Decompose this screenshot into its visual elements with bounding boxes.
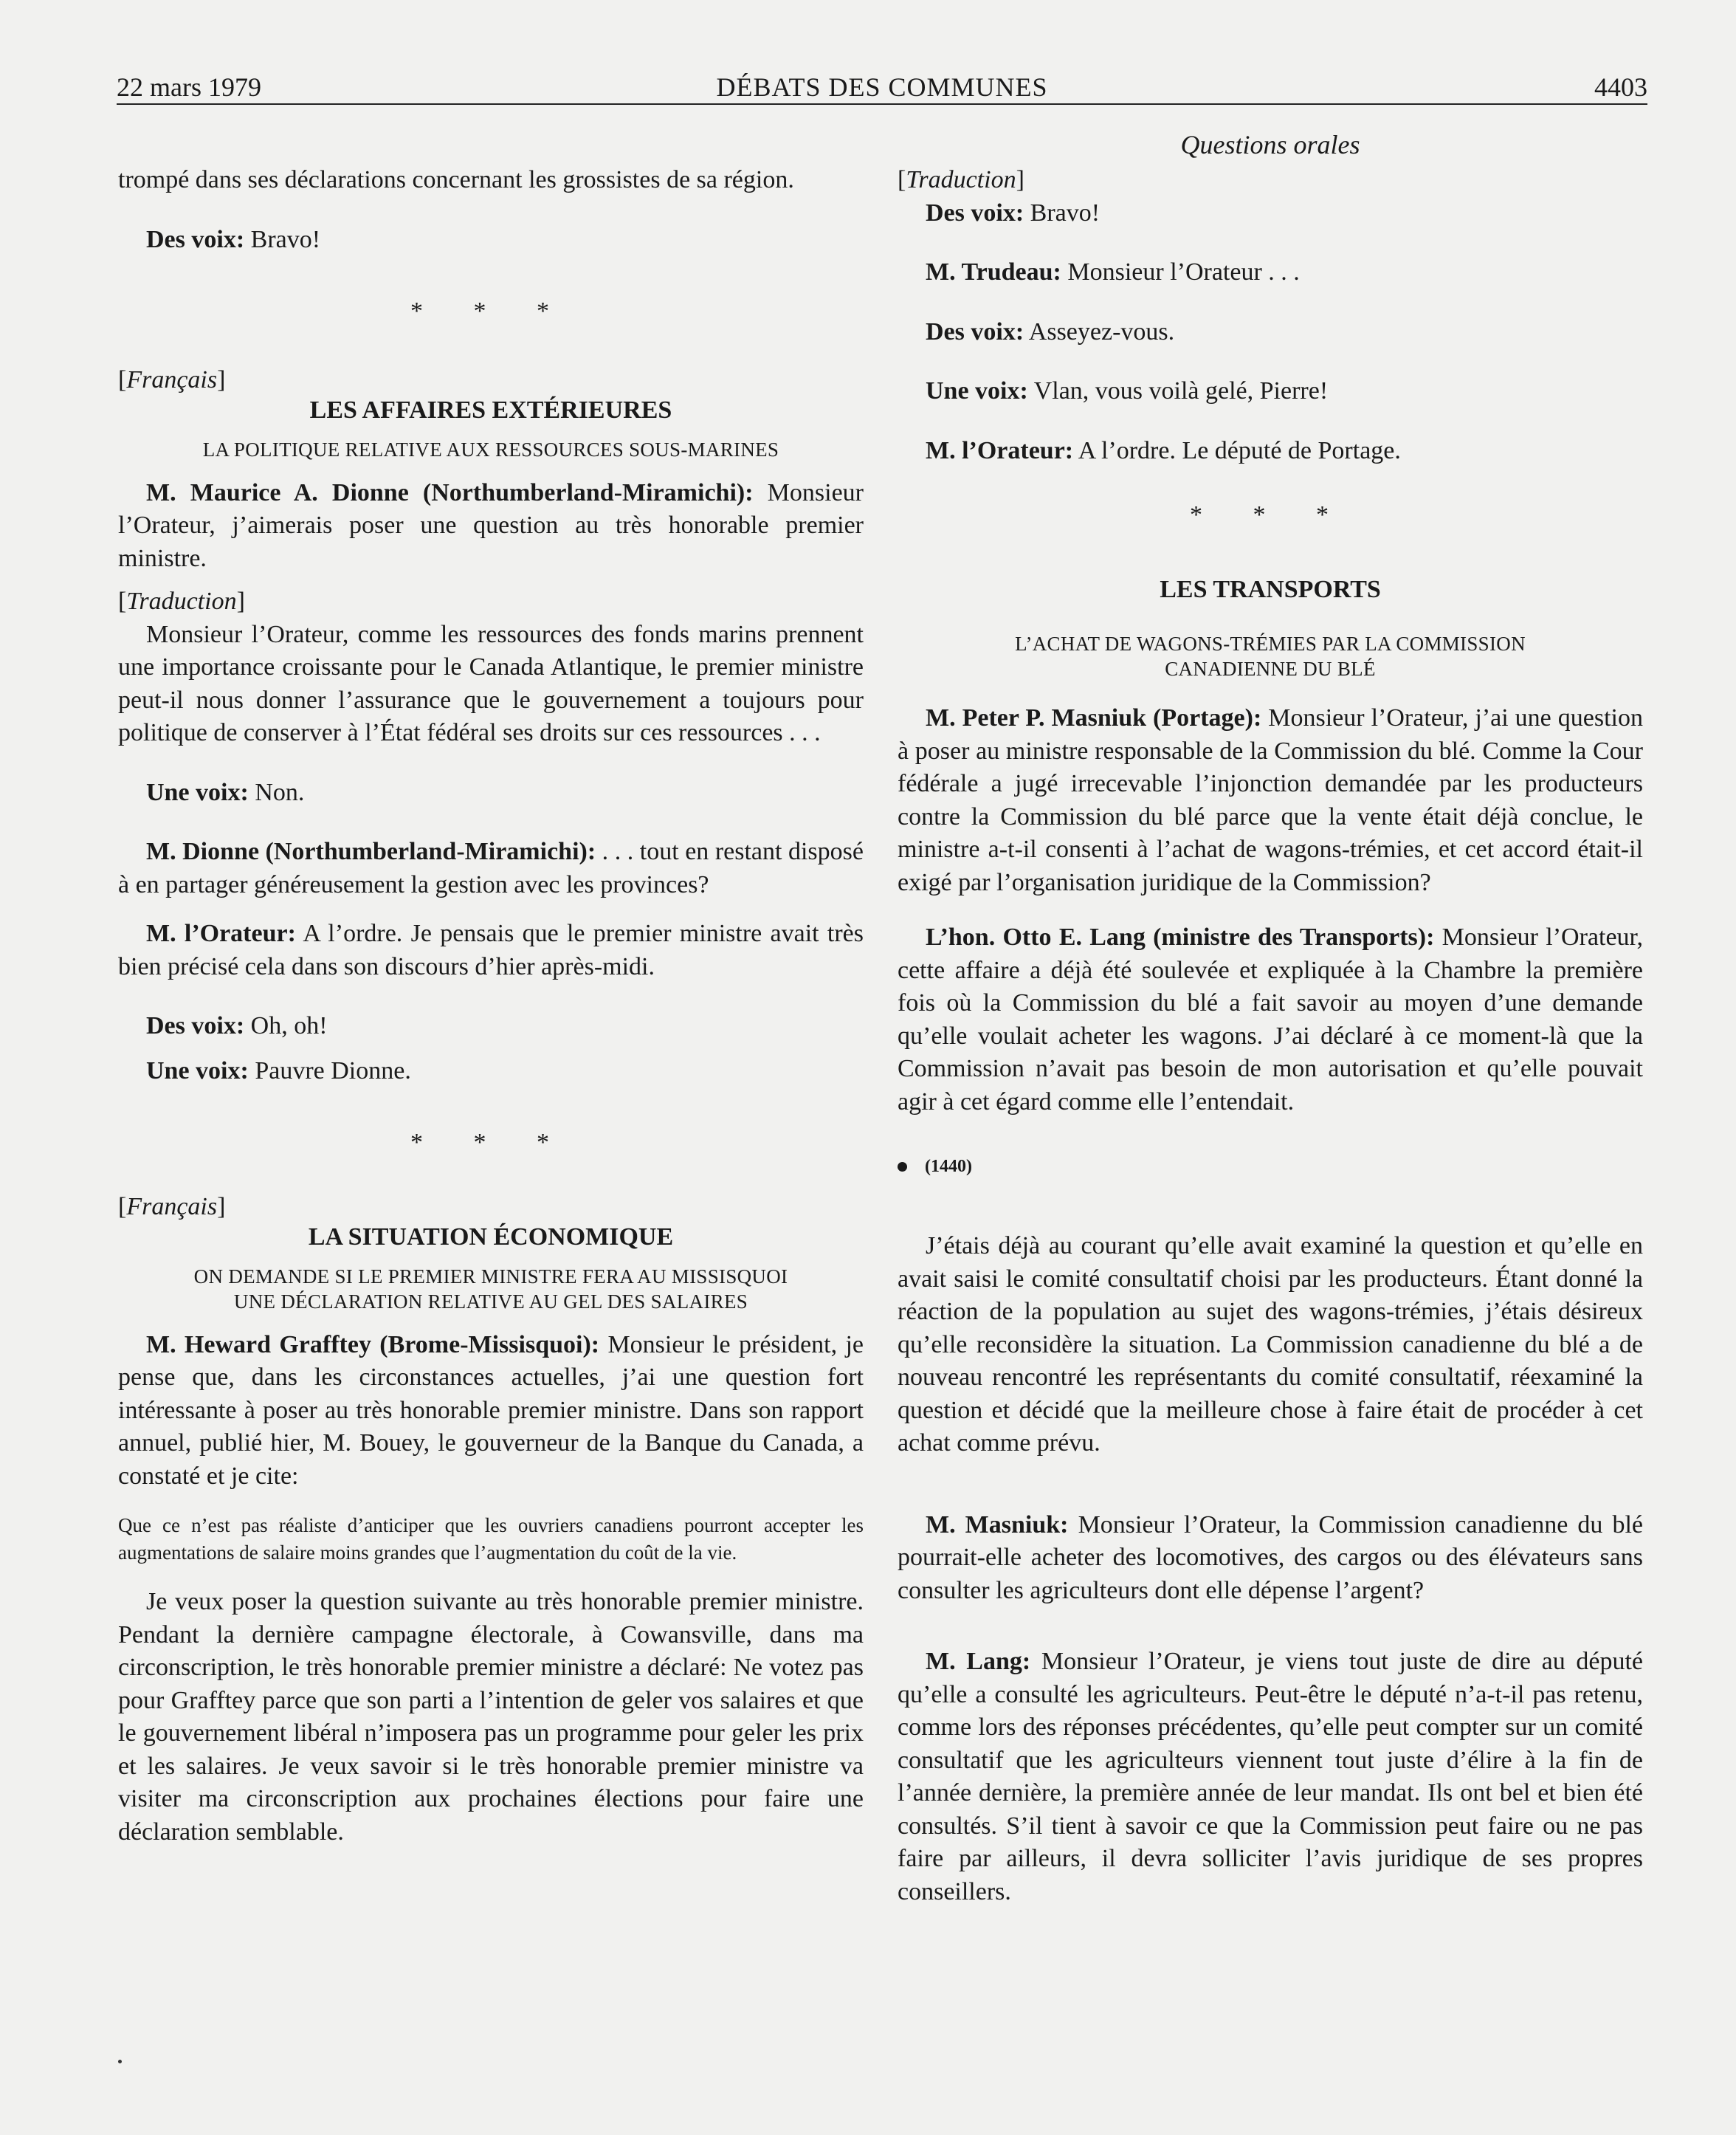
section-subheading: [898, 631, 1643, 681]
subheading-line: UNE DÉCLARATION RELATIVE AU GEL DES SALAIRES: [233, 1290, 748, 1313]
speaker: M. Maurice A. Dionne (Northumberland-Miramichi):: [146, 478, 754, 506]
language-note: [Français]: [118, 1193, 226, 1220]
section-caption: Questions orales: [1180, 130, 1360, 159]
section-separator: * * *: [1190, 501, 1351, 529]
speech: [898, 702, 1643, 899]
speech-text: Oh, oh!: [244, 1012, 328, 1039]
speaker: M. Heward Grafftey (Brome-Missisquoi):: [146, 1330, 600, 1358]
speech: [898, 1509, 1643, 1608]
header-date: 22 mars 1979: [117, 72, 261, 102]
speech: [118, 224, 864, 257]
margin-dot: [118, 2060, 122, 2063]
speech: [118, 477, 864, 576]
time-marker: [898, 1157, 1643, 1177]
header-page-number: 4403: [1594, 72, 1647, 102]
language-label: Traduction: [906, 166, 1016, 193]
speaker: Des voix:: [926, 317, 1024, 345]
paragraph: J’étais déjà au courant qu’elle avait examiné la question et qu’elle en avait saisi le comité consultatif choisi par les producteurs. Étant donné la réaction de la population au sujet des wagons-trémies, j’étais désireux qu’elle reconsidère la situation. La Commission canadienne du blé a de nouveau rencontré les représentants du comité consultatif, réexaminé la question et décidé que la meilleure chose à faire était de procéder à cet achat comme prévu.: [898, 1232, 1643, 1457]
language-note: [Français]: [118, 366, 226, 393]
language-label: Traduction: [126, 588, 237, 615]
language-note: [Traduction]: [898, 166, 1024, 193]
speech: [898, 316, 1643, 349]
speaker: Des voix:: [926, 199, 1024, 227]
speech: [118, 1010, 864, 1043]
speech-text: Non.: [248, 778, 305, 806]
speech-text: A l’ordre. Je pensais que le premier ministre avait très bien précisé cela dans son discours d’hier après-midi.: [118, 920, 864, 980]
speech-text: Monsieur l’Orateur, cette affaire a déjà été soulevée et expliquée à la Chambre la première fois où la Commission du blé a fait savoir au moyen d’une demande qu’elle voulait acheter les wagons. J’ai déclaré à ce moment-là que la Commission n’avait pas besoin de mon autorisation et qu’elle pouvait agir à cet égard comme elle l’entendait.: [898, 924, 1643, 1115]
block-quote: Que ce n’est pas réaliste d’anticiper que les ouvriers canadiens pourront accepter les augmentations de salaire moins grandes que l’augmentation du coût de la vie.: [118, 1514, 864, 1564]
paragraph: Monsieur l’Orateur, comme les ressources des fonds marins prennent une importance croissante pour le Canada Atlantique, le premier ministre peut-il nous donner l’assurance que le gouvernement a toujours pour politique de conserver à l’État fédéral ses droits sur ces ressources . . .: [118, 620, 864, 746]
speaker: M. Masniuk:: [926, 1510, 1069, 1538]
subheading-line: CANADIENNE DU BLÉ: [1165, 658, 1376, 680]
speaker: M. l’Orateur:: [146, 920, 296, 947]
speaker: M. Dionne (Northumberland-Miramichi):: [146, 838, 596, 865]
speech-text: Monsieur le président, je pense que, dans les circonstances actuelles, j’ai une question fort intéressante à poser au très honorable premier ministre. Dans son rapport annuel, publié hier, M. Bouey, le gouverneur de la Banque du Canada, a constaté et je cite:: [118, 1330, 864, 1490]
running-head: [117, 69, 1647, 105]
speaker: Une voix:: [146, 778, 249, 806]
speech-text: Asseyez-vous.: [1024, 317, 1175, 345]
speech-text: Bravo!: [1024, 199, 1100, 227]
right-column: [898, 164, 1643, 1908]
speech: [898, 375, 1643, 408]
section-subheading: LA POLITIQUE RELATIVE AUX RESSOURCES SOUS-MARINES: [202, 438, 779, 461]
paragraph: Je veux poser la question suivante au très honorable premier ministre. Pendant la dernière campagne électorale, à Cowansville, dans ma circonscription, le très honorable premier ministre a déclaré: Ne votez pas pour Grafftey parce que son parti a l’intention de geler vos salaires et que le gouvernement libéral n’imposera pas un programme pour geler les prix et les salaires. Je veux savoir si le très honorable premier ministre va visiter ma circonscription aux prochaines élections pour faire une déclaration semblable.: [118, 1588, 864, 1846]
speech: [118, 1329, 864, 1493]
speech: [118, 777, 864, 810]
speech: [898, 435, 1643, 468]
language-note: [Traduction]: [118, 588, 245, 615]
language-label: Français: [126, 366, 218, 393]
speech: [118, 918, 864, 983]
speaker: Des voix:: [146, 1012, 245, 1039]
speech-text: Monsieur l’Orateur, j’aimerais poser une question au très honorable premier ministre.: [118, 478, 864, 572]
section-separator: * * *: [410, 298, 571, 325]
speech: [898, 197, 1643, 230]
speech-text: Monsieur l’Orateur, j’ai une question à poser au ministre responsable de la Commission du blé. Comme la Cour fédérale a jugé irrecevable l’injonction demandée par les producteurs contre la Commission du blé parce que la vente était déjà conclue, le ministre a-t-il consenti à l’achat de wagons-trémies, et cet accord était-il exigé par l’organisation juridique de la Commission?: [898, 704, 1643, 896]
speech: [898, 1646, 1643, 1908]
speaker: Une voix:: [146, 1056, 249, 1084]
speaker: M. Peter P. Masniuk (Portage):: [926, 704, 1262, 732]
subheading-line: ON DEMANDE SI LE PREMIER MINISTRE FERA AU MISSISQUOI: [193, 1265, 788, 1287]
section-heading: LES AFFAIRES EXTÉRIEURES: [309, 396, 672, 424]
speech: [898, 256, 1643, 289]
speech-text: Pauvre Dionne.: [248, 1056, 411, 1084]
speech: [118, 836, 864, 901]
speaker: M. l’Orateur:: [926, 436, 1074, 464]
speech-text: Monsieur l’Orateur, je viens tout juste de dire au député qu’elle a consulté les agriculteurs. Peut-être le député n’a-t-il pas retenu, comme lors des réponses précédentes, qu’elle peut compter sur un comité consultatif que les agriculteurs viennent tout juste d’élire à la fin de l’année dernière, la première année de leur mandat. Ils ont bel et bien été consultés. S’il tient à savoir ce que la Commission peut faire ou ne pas faire par ailleurs, il devra solliciter l’avis juridique de ses propres conseillers.: [898, 1648, 1643, 1905]
speech: [898, 921, 1643, 1118]
speaker: M. Trudeau:: [926, 258, 1061, 286]
speaker: Des voix:: [146, 225, 245, 253]
section-subheading: [118, 1264, 864, 1314]
speech-text: Monsieur l’Orateur . . .: [1061, 258, 1300, 286]
speech-text: . . . tout en restant disposé à en partager généreusement la gestion avec les provinces?: [118, 838, 864, 898]
speech-text: Bravo!: [244, 225, 321, 253]
paragraph: trompé dans ses déclarations concernant les grossistes de sa région.: [118, 166, 794, 193]
header-title: DÉBATS DES COMMUNES: [716, 72, 1048, 102]
speaker: M. Lang:: [926, 1648, 1031, 1675]
section-heading: LA SITUATION ÉCONOMIQUE: [308, 1223, 674, 1251]
speech: [118, 1055, 864, 1088]
bullet-icon: [898, 1162, 907, 1172]
language-label: Français: [126, 1193, 218, 1220]
speech-text: Vlan, vous voilà gelé, Pierre!: [1027, 377, 1329, 405]
header-rule: [117, 103, 1647, 105]
speech-text: Monsieur l’Orateur, la Commission canadienne du blé pourrait-elle acheter des locomotives, des cargos ou des élévateurs sans consulter les agriculteurs dont elle dépense l’argent?: [898, 1510, 1643, 1604]
left-column: [118, 164, 864, 1849]
speaker: Une voix:: [926, 377, 1028, 405]
subheading-line: L’ACHAT DE WAGONS-TRÉMIES PAR LA COMMISSION: [1015, 633, 1526, 655]
section-separator: * * *: [410, 1129, 571, 1156]
speaker: L’hon. Otto E. Lang (ministre des Transports):: [926, 924, 1435, 951]
section-heading: LES TRANSPORTS: [1160, 576, 1381, 603]
time-stamp: (1440): [925, 1157, 972, 1176]
speech-text: A l’ordre. Le député de Portage.: [1073, 436, 1401, 464]
